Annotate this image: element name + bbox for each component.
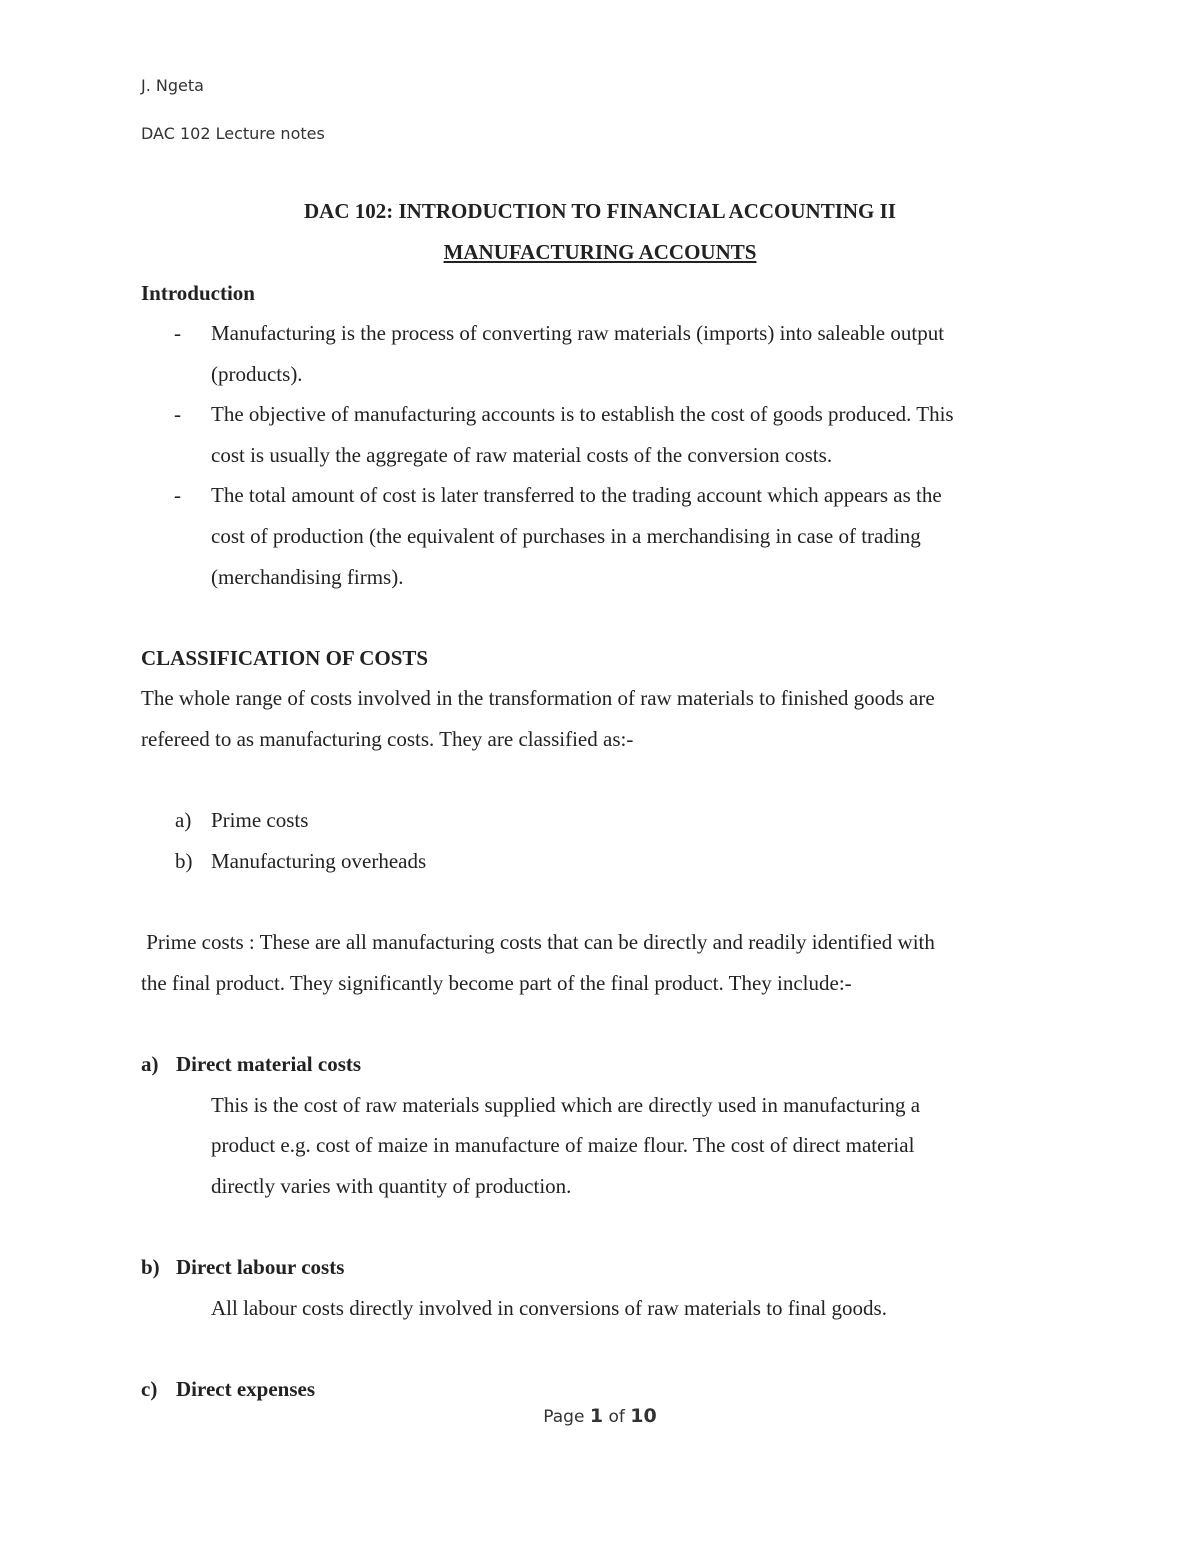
section-marker: a)	[141, 1052, 159, 1076]
classification-heading: CLASSIFICATION OF COSTS	[141, 646, 429, 670]
prime-para-line-1: Prime costs : These are all manufacturing costs that can be directly and readily identified with	[141, 930, 935, 954]
document-subtitle: MANUFACTURING ACCOUNTS	[443, 240, 757, 264]
bullet-3-line-1: The total amount of cost is later transferred to the trading account which appears as the	[211, 483, 942, 507]
bullet-dash: -	[174, 483, 181, 507]
list-marker: a)	[175, 808, 192, 832]
direct-material-line-3: directly varies with quantity of production.	[211, 1174, 572, 1198]
direct-labour-heading: Direct labour costs	[176, 1255, 345, 1279]
direct-material-line-1: This is the cost of raw materials supplied which are directly used in manufacturing a	[211, 1093, 921, 1117]
direct-material-line-2: product e.g. cost of maize in manufacture of maize flour. The cost of direct material	[211, 1133, 915, 1157]
bullet-3-line-3: (merchandising firms).	[211, 565, 404, 589]
bullet-2-line-2: cost is usually the aggregate of raw material costs of the conversion costs.	[211, 443, 833, 467]
bullet-dash: -	[174, 321, 181, 345]
bullet-2-line-1: The objective of manufacturing accounts is to establish the cost of goods produced. This	[211, 402, 954, 426]
section-marker: c)	[141, 1377, 158, 1401]
section-marker: b)	[141, 1255, 160, 1279]
footer-page-number: 1	[589, 1405, 604, 1427]
header-course: DAC 102 Lecture notes	[141, 124, 325, 143]
document-title: DAC 102: INTRODUCTION TO FINANCIAL ACCOUNTING II	[304, 199, 896, 223]
page-footer	[0, 1405, 1200, 1427]
direct-labour-line-1: All labour costs directly involved in conversions of raw materials to final goods.	[211, 1296, 887, 1320]
bullet-dash: -	[174, 402, 181, 426]
bullet-3-line-2: cost of production (the equivalent of purchases in a merchandising in case of trading	[211, 524, 921, 548]
direct-material-heading: Direct material costs	[176, 1052, 362, 1076]
header-author: J. Ngeta	[141, 76, 204, 95]
classification-item-prime: Prime costs	[211, 808, 309, 832]
direct-expenses-heading: Direct expenses	[176, 1377, 315, 1401]
bullet-1-line-1: Manufacturing is the process of converting raw materials (imports) into saleable output	[211, 321, 945, 345]
introduction-heading: Introduction	[141, 281, 255, 305]
classification-para-line-1: The whole range of costs involved in the transformation of raw materials to finished goods are	[141, 686, 935, 710]
list-marker: b)	[175, 849, 193, 873]
footer-page-total: 10	[630, 1405, 657, 1427]
classification-item-overheads: Manufacturing overheads	[211, 849, 427, 873]
footer-of-word: of	[608, 1407, 625, 1427]
footer-page-word: Page	[543, 1407, 585, 1427]
classification-para-line-2: refereed to as manufacturing costs. They are classified as:-	[141, 727, 634, 751]
prime-para-line-2: the final product. They significantly become part of the final product. They include:-	[141, 971, 852, 995]
bullet-1-line-2: (products).	[211, 362, 303, 386]
